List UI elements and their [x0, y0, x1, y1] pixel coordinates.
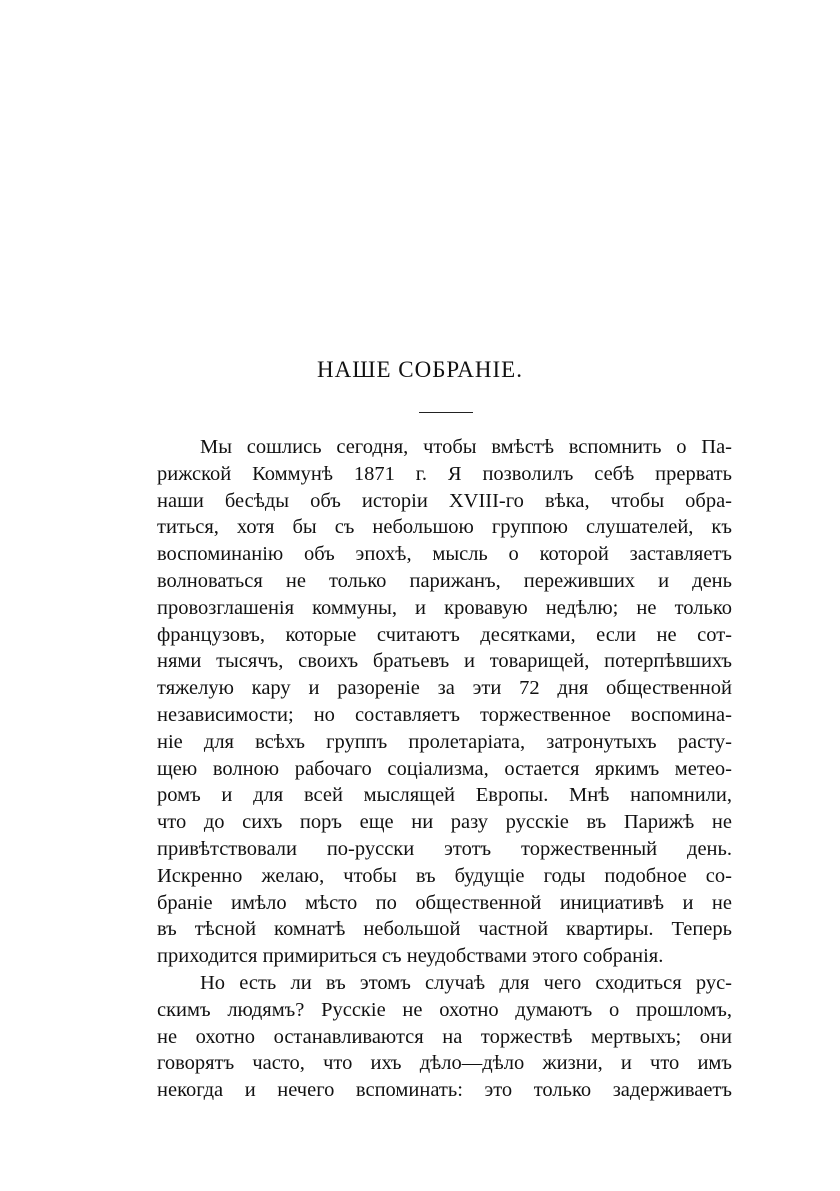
text-line: французовъ, которые считаютъ десятками, если не сот- [157, 623, 732, 646]
chapter-title: НАШЕ СОБРАНІЕ. [317, 357, 523, 382]
text-line: Но есть ли въ этомъ случаѣ для чего сходиться рус- [200, 971, 732, 994]
text-line: независимости; но составляетъ торжественное воспомина- [157, 703, 732, 726]
text-line: Искренно желаю, чтобы въ будущіе годы подобное со- [157, 864, 732, 887]
text-line: ромъ и для всей мыслящей Европы. Мнѣ напомнили, [157, 784, 732, 807]
body-text [157, 434, 732, 1104]
text-line: браніе имѣло мѣсто по общественной инициативѣ и не [157, 891, 732, 914]
text-line: что до сихъ поръ еще ни разу русскіе въ Парижѣ не [157, 811, 732, 834]
text-line: говорятъ часто, что ихъ дѣло—дѣло жизни, и что имъ [157, 1052, 732, 1075]
text-line: рижской Коммунѣ 1871 г. Я позволилъ себѣ прервать [157, 462, 732, 485]
text-line: Мы сошлись сегодня, чтобы вмѣстѣ вспомнить о Па- [200, 436, 732, 458]
text-line: ніе для всѣхъ группъ пролетаріата, затронутыхъ расту- [157, 730, 732, 753]
text-line: въ тѣсной комнатѣ небольшой частной квартиры. Теперь [157, 918, 732, 941]
text-line: приходится примириться съ неудобствами этого собранія. [157, 945, 664, 968]
text-line: щею волною рабочаго соціализма, остается яркимъ метео- [157, 757, 732, 780]
text-line: не охотно останавливаются на торжествѣ мертвыхъ; они [157, 1025, 732, 1048]
text-line: скимъ людямъ? Русскіе не охотно думаютъ о прошломъ, [157, 998, 732, 1021]
title-divider [419, 412, 473, 413]
text-line: некогда и нечего вспоминать: это только задерживаетъ [157, 1079, 732, 1102]
text-line: провозглашенія коммуны, и кровавую недѣлю; не только [157, 596, 732, 619]
text-line: воспоминанію объ эпохѣ, мысль о которой заставляетъ [157, 543, 732, 566]
text-line: привѣтствовали по-русски этотъ торжественный день. [157, 837, 732, 860]
text-line: тяжелую кару и разореніе за эти 72 дня общественной [157, 677, 732, 700]
text-line: волноваться не только парижанъ, переживших и день [157, 569, 732, 592]
text-line: нями тысячъ, своихъ братьевъ и товарищей, потерпѣвшихъ [157, 650, 732, 673]
text-line: наши бесѣды объ исторіи XVIII-го вѣка, чтобы обра- [157, 489, 732, 512]
text-line: титься, хотя бы съ небольшою группою слушателей, къ [157, 516, 732, 539]
